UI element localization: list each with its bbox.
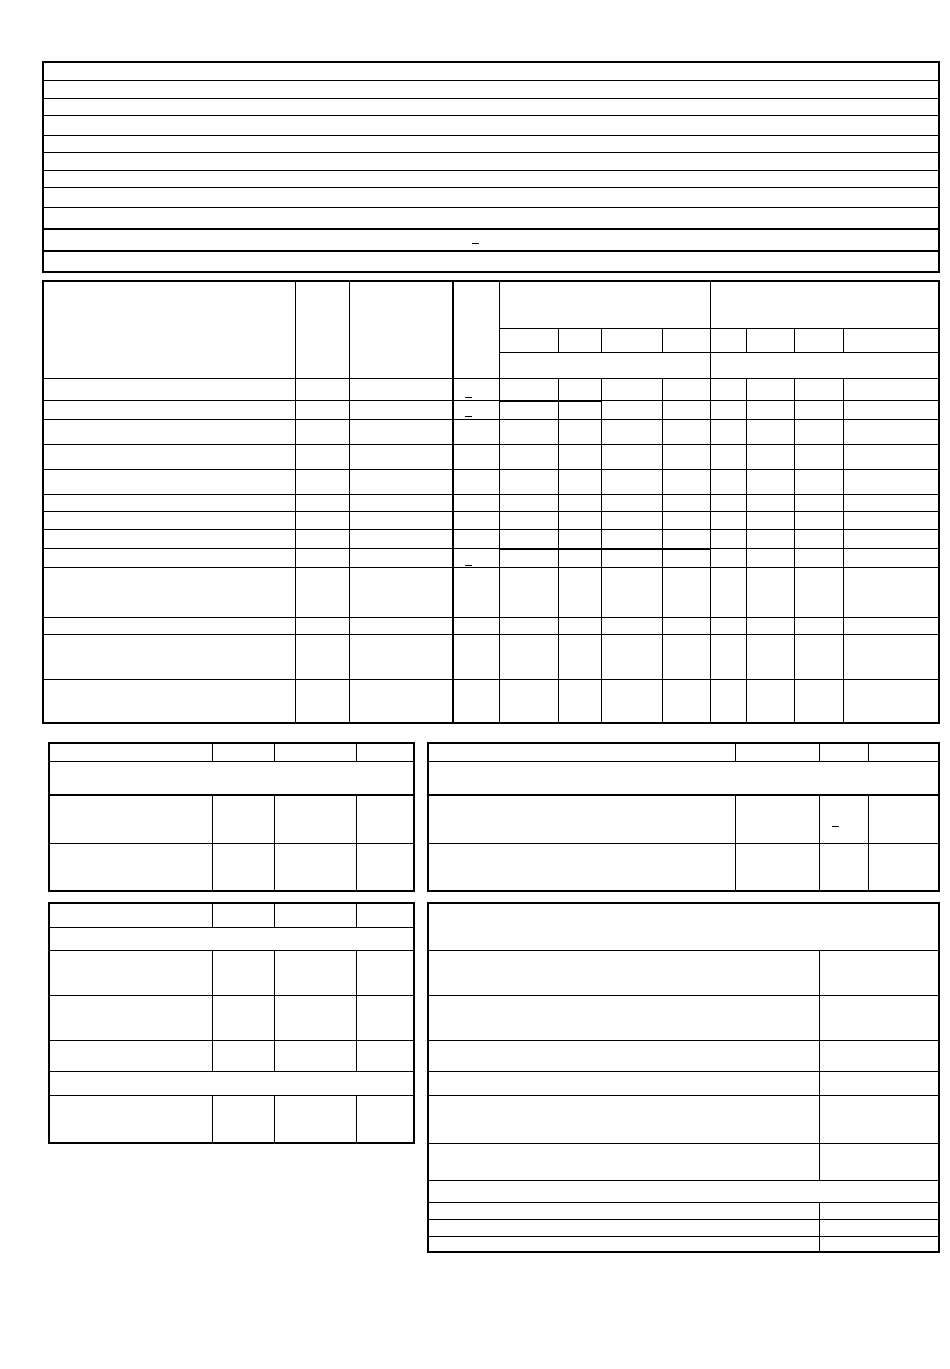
subcol-divider bbox=[843, 328, 844, 352]
row-divider bbox=[50, 843, 413, 844]
row-divider bbox=[50, 950, 413, 951]
section-divider bbox=[429, 794, 938, 796]
row-divider bbox=[44, 469, 938, 470]
bold-rule bbox=[499, 548, 711, 550]
lower-left-table-c bbox=[48, 902, 415, 1144]
row-divider bbox=[429, 1143, 938, 1144]
row-divider bbox=[44, 187, 938, 188]
col-divider bbox=[819, 1202, 820, 1251]
row-divider bbox=[429, 995, 938, 996]
row-divider bbox=[44, 115, 938, 116]
dash-mark bbox=[465, 565, 472, 566]
col-divider bbox=[819, 950, 820, 1180]
row-divider bbox=[44, 400, 938, 401]
row-divider bbox=[44, 567, 938, 568]
row-divider bbox=[44, 511, 938, 512]
subcol-divider bbox=[843, 378, 844, 722]
row-divider bbox=[50, 761, 413, 762]
col-divider bbox=[212, 950, 213, 1072]
row-divider bbox=[50, 1071, 413, 1072]
row-divider bbox=[429, 1236, 938, 1237]
subcol-divider bbox=[794, 328, 795, 352]
subcol-divider bbox=[746, 328, 747, 352]
header-divider bbox=[499, 352, 938, 353]
col-divider bbox=[356, 744, 357, 761]
row-divider bbox=[44, 98, 938, 99]
row-divider bbox=[50, 995, 413, 996]
col-divider bbox=[868, 744, 869, 761]
row-divider bbox=[429, 843, 938, 844]
dash-mark bbox=[472, 243, 479, 244]
subcol-divider bbox=[794, 378, 795, 722]
row-divider bbox=[44, 494, 938, 495]
col-divider bbox=[356, 950, 357, 1072]
dash-mark bbox=[465, 416, 472, 417]
row-divider bbox=[429, 1095, 938, 1096]
lower-left-table-a bbox=[48, 742, 415, 892]
subcol-divider bbox=[601, 378, 602, 722]
row-divider bbox=[44, 529, 938, 530]
col-divider-bold bbox=[452, 282, 454, 722]
section-divider bbox=[50, 794, 413, 796]
row-divider bbox=[429, 1071, 938, 1072]
col-divider bbox=[710, 282, 711, 722]
col-divider bbox=[274, 904, 275, 927]
dash-mark bbox=[465, 397, 472, 398]
row-divider bbox=[50, 927, 413, 928]
row-divider bbox=[50, 1040, 413, 1041]
row-divider bbox=[44, 378, 938, 379]
row-divider bbox=[44, 419, 938, 420]
lower-right-table-d bbox=[427, 902, 940, 1253]
col-divider bbox=[295, 282, 296, 722]
subcol-divider bbox=[662, 378, 663, 722]
row-divider bbox=[429, 950, 938, 951]
row-divider bbox=[44, 634, 938, 635]
subcol-divider bbox=[558, 328, 559, 352]
row-divider bbox=[50, 1095, 413, 1096]
header-divider bbox=[499, 328, 938, 329]
col-divider bbox=[499, 282, 500, 722]
row-divider bbox=[429, 1180, 938, 1181]
col-divider bbox=[274, 950, 275, 1072]
subcol-divider bbox=[746, 378, 747, 722]
col-divider bbox=[212, 1095, 213, 1142]
section-divider bbox=[44, 250, 938, 252]
row-divider bbox=[429, 1219, 938, 1220]
row-divider bbox=[44, 679, 938, 680]
subcol-divider bbox=[601, 328, 602, 352]
bold-rule bbox=[499, 400, 602, 402]
main-grid-table bbox=[42, 280, 940, 724]
row-divider bbox=[44, 548, 938, 549]
subcol-divider bbox=[558, 378, 559, 722]
row-divider bbox=[44, 135, 938, 136]
col-divider bbox=[356, 1095, 357, 1142]
row-divider bbox=[44, 617, 938, 618]
row-divider bbox=[44, 80, 938, 81]
row-divider bbox=[44, 444, 938, 445]
row-divider bbox=[44, 170, 938, 171]
col-divider bbox=[819, 744, 820, 761]
dash-mark bbox=[832, 826, 839, 827]
col-divider bbox=[212, 904, 213, 927]
row-divider bbox=[44, 207, 938, 208]
section-divider bbox=[44, 228, 938, 230]
col-divider bbox=[212, 744, 213, 761]
row-divider bbox=[429, 761, 938, 762]
col-divider bbox=[735, 744, 736, 761]
col-divider bbox=[356, 904, 357, 927]
lower-right-table-b bbox=[427, 742, 940, 892]
col-divider bbox=[274, 744, 275, 761]
subcol-divider bbox=[662, 328, 663, 352]
row-divider bbox=[429, 1202, 938, 1203]
row-divider bbox=[44, 152, 938, 153]
row-divider bbox=[429, 1040, 938, 1041]
header-info-box bbox=[42, 61, 940, 273]
col-divider bbox=[349, 282, 350, 722]
col-divider bbox=[274, 1095, 275, 1142]
